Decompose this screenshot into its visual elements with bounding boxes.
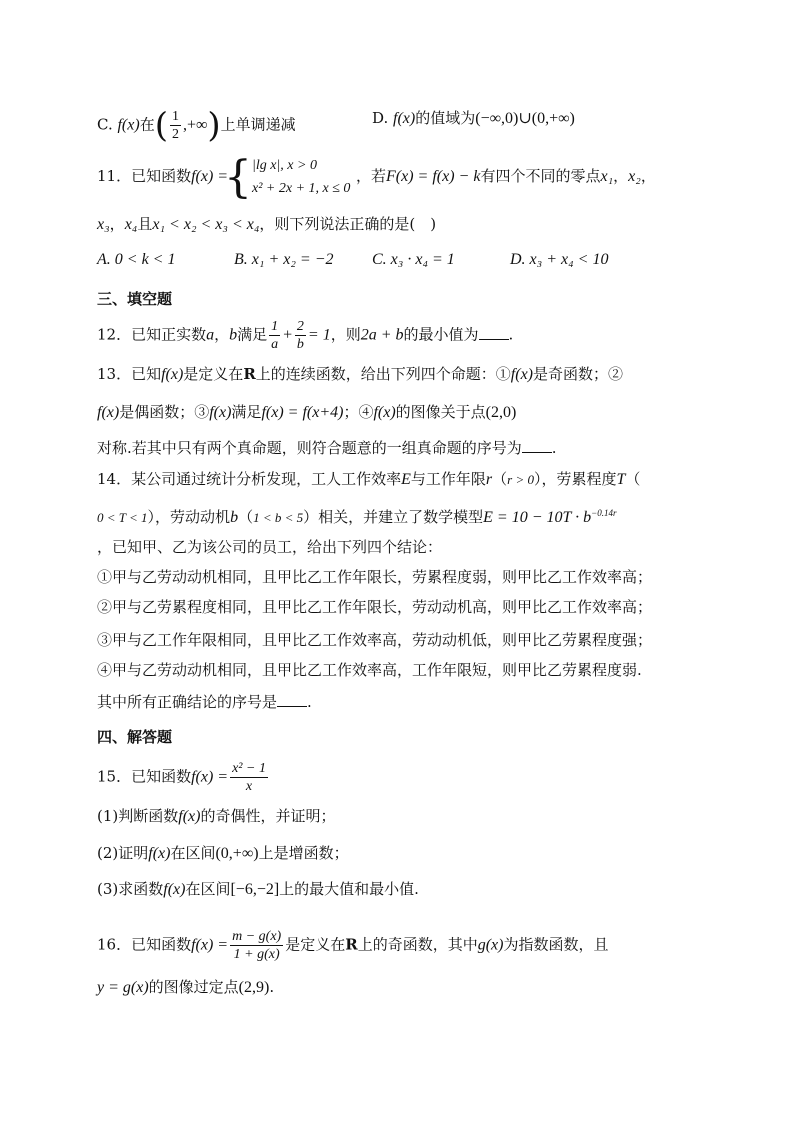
left-paren: ( [154, 105, 168, 146]
q11-option-a: A. 0 < k < 1 [97, 251, 176, 268]
q14-conclusion-4: ④甲与乙劳动动机相同，且甲比乙工作效率高，工作年限短，则甲比乙劳累程度弱. [97, 661, 642, 679]
section-heading-solutions: 四、解答题 [97, 728, 173, 746]
q14-line1: 14．某公司通过统计分析发现，工人工作效率E与工作年限r（r > 0），劳累程度T（ [97, 470, 641, 488]
q11-option-c: C. x₃ · x₄ = 1 [372, 251, 455, 268]
q14-conclusion-3: ③甲与乙工作年限相同，且甲比乙工作效率高，劳动动机低，则甲比乙劳累程度强； [97, 631, 653, 649]
piecewise-case-1: |lg x|, x > 0 [252, 158, 317, 173]
fraction-1-over-a: $\frac{1}{a}$ [271, 319, 279, 352]
q11-stem-line1: 11．已知函数f(x) = [97, 167, 229, 185]
piecewise-case-2: x² + 2x + 1, x ≤ 0 [252, 181, 351, 196]
q15-part-3: (3)求函数f(x)在区间[−6,−2]上的最大值和最小值. [97, 880, 419, 898]
fraction-m-minus-g-over-1-plus-g: $\frac{m - g(x)}{1 + g(x)}$ [232, 929, 282, 962]
answer-blank [479, 325, 509, 340]
q13-line2: f(x)是偶函数；③f(x)满足f(x) = f(x+4)；④f(x)的图像关于点(2,0) [97, 403, 517, 421]
q14-question-line: 其中所有正确结论的序号是 . [97, 693, 312, 711]
fraction-one-half: $\frac{1}{2}$ [171, 109, 179, 142]
piecewise-brace: { [224, 152, 252, 203]
right-paren: ) [207, 105, 221, 146]
q13-line3: 对称.若其中只有两个真命题，则符合题意的一组真命题的序号为 . [97, 439, 557, 457]
q14-line3: ，已知甲、乙为该公司的员工，给出下列四个结论： [97, 538, 443, 556]
q16-stem-line1: 16．已知函数f(x) = $\frac{m - g(x)}{1 + g(x)}$ 是定义在R上的奇函数，其中g(x)为指数函数，且 [97, 929, 609, 962]
q15-part-1: (1)判断函数f(x)的奇偶性，并证明； [97, 807, 336, 825]
section-heading-fill-in: 三、填空题 [97, 290, 173, 308]
answer-blank [522, 438, 552, 453]
q14-conclusion-1: ①甲与乙劳动动机相同，且甲比乙工作年限长，劳累程度弱，则甲比乙工作效率高； [97, 568, 653, 586]
q11-option-b: B. x₁ + x₂ = −2 [234, 251, 334, 268]
fraction-2-over-b: $\frac{2}{b}$ [296, 319, 304, 352]
q16-stem-line2: y = g(x)的图像过定点(2,9). [97, 978, 275, 996]
q15-stem: 15．已知函数f(x) = $\frac{\text{x² − 1}}{x}$ [97, 761, 266, 794]
q15-part-2: (2)证明f(x)在区间(0,+∞)上是增函数； [97, 844, 349, 862]
q10-option-d: D. f(x)的值域为(−∞,0)∪(0,+∞) [372, 109, 575, 127]
fraction-x2-minus-1-over-x: $\frac{\text{x² − 1}}{x}$ [232, 761, 266, 794]
q11-option-d: D. x₃ + x₄ < 10 [510, 251, 609, 268]
q14-line2: 0 < T < 1），劳动动机b（1 < b < 5）相关，并建立了数学模型$E = 10 - 10T \cdot b^{-0.14r}$ [97, 508, 617, 526]
q10-option-c: C. f(x)在( $\frac{1}{2}$ ,+∞)上单调递减 [97, 105, 296, 146]
q11-stem-line1-tail: ，若F(x) = f(x) − k有四个不同的零点x₁，x₂， [356, 167, 656, 185]
q11-stem-line2: x₃，x₄且x₁ < x₂ < x₃ < x₄，则下列说法正确的是( ) [97, 215, 437, 233]
q14-conclusion-2: ②甲与乙劳累程度相同，且甲比乙工作年限长，劳动动机高，则甲比乙工作效率高； [97, 598, 653, 616]
answer-blank [277, 692, 307, 707]
q13-line1: 13．已知f(x)是定义在R上的连续函数，给出下列四个命题：①f(x)是奇函数；② [97, 365, 624, 383]
q12-stem: 12．已知正实数a，b满足 $\frac{1}{a}$ + $\frac{2}{b}$ = 1，则2a + b的最小值为 . [97, 319, 514, 352]
